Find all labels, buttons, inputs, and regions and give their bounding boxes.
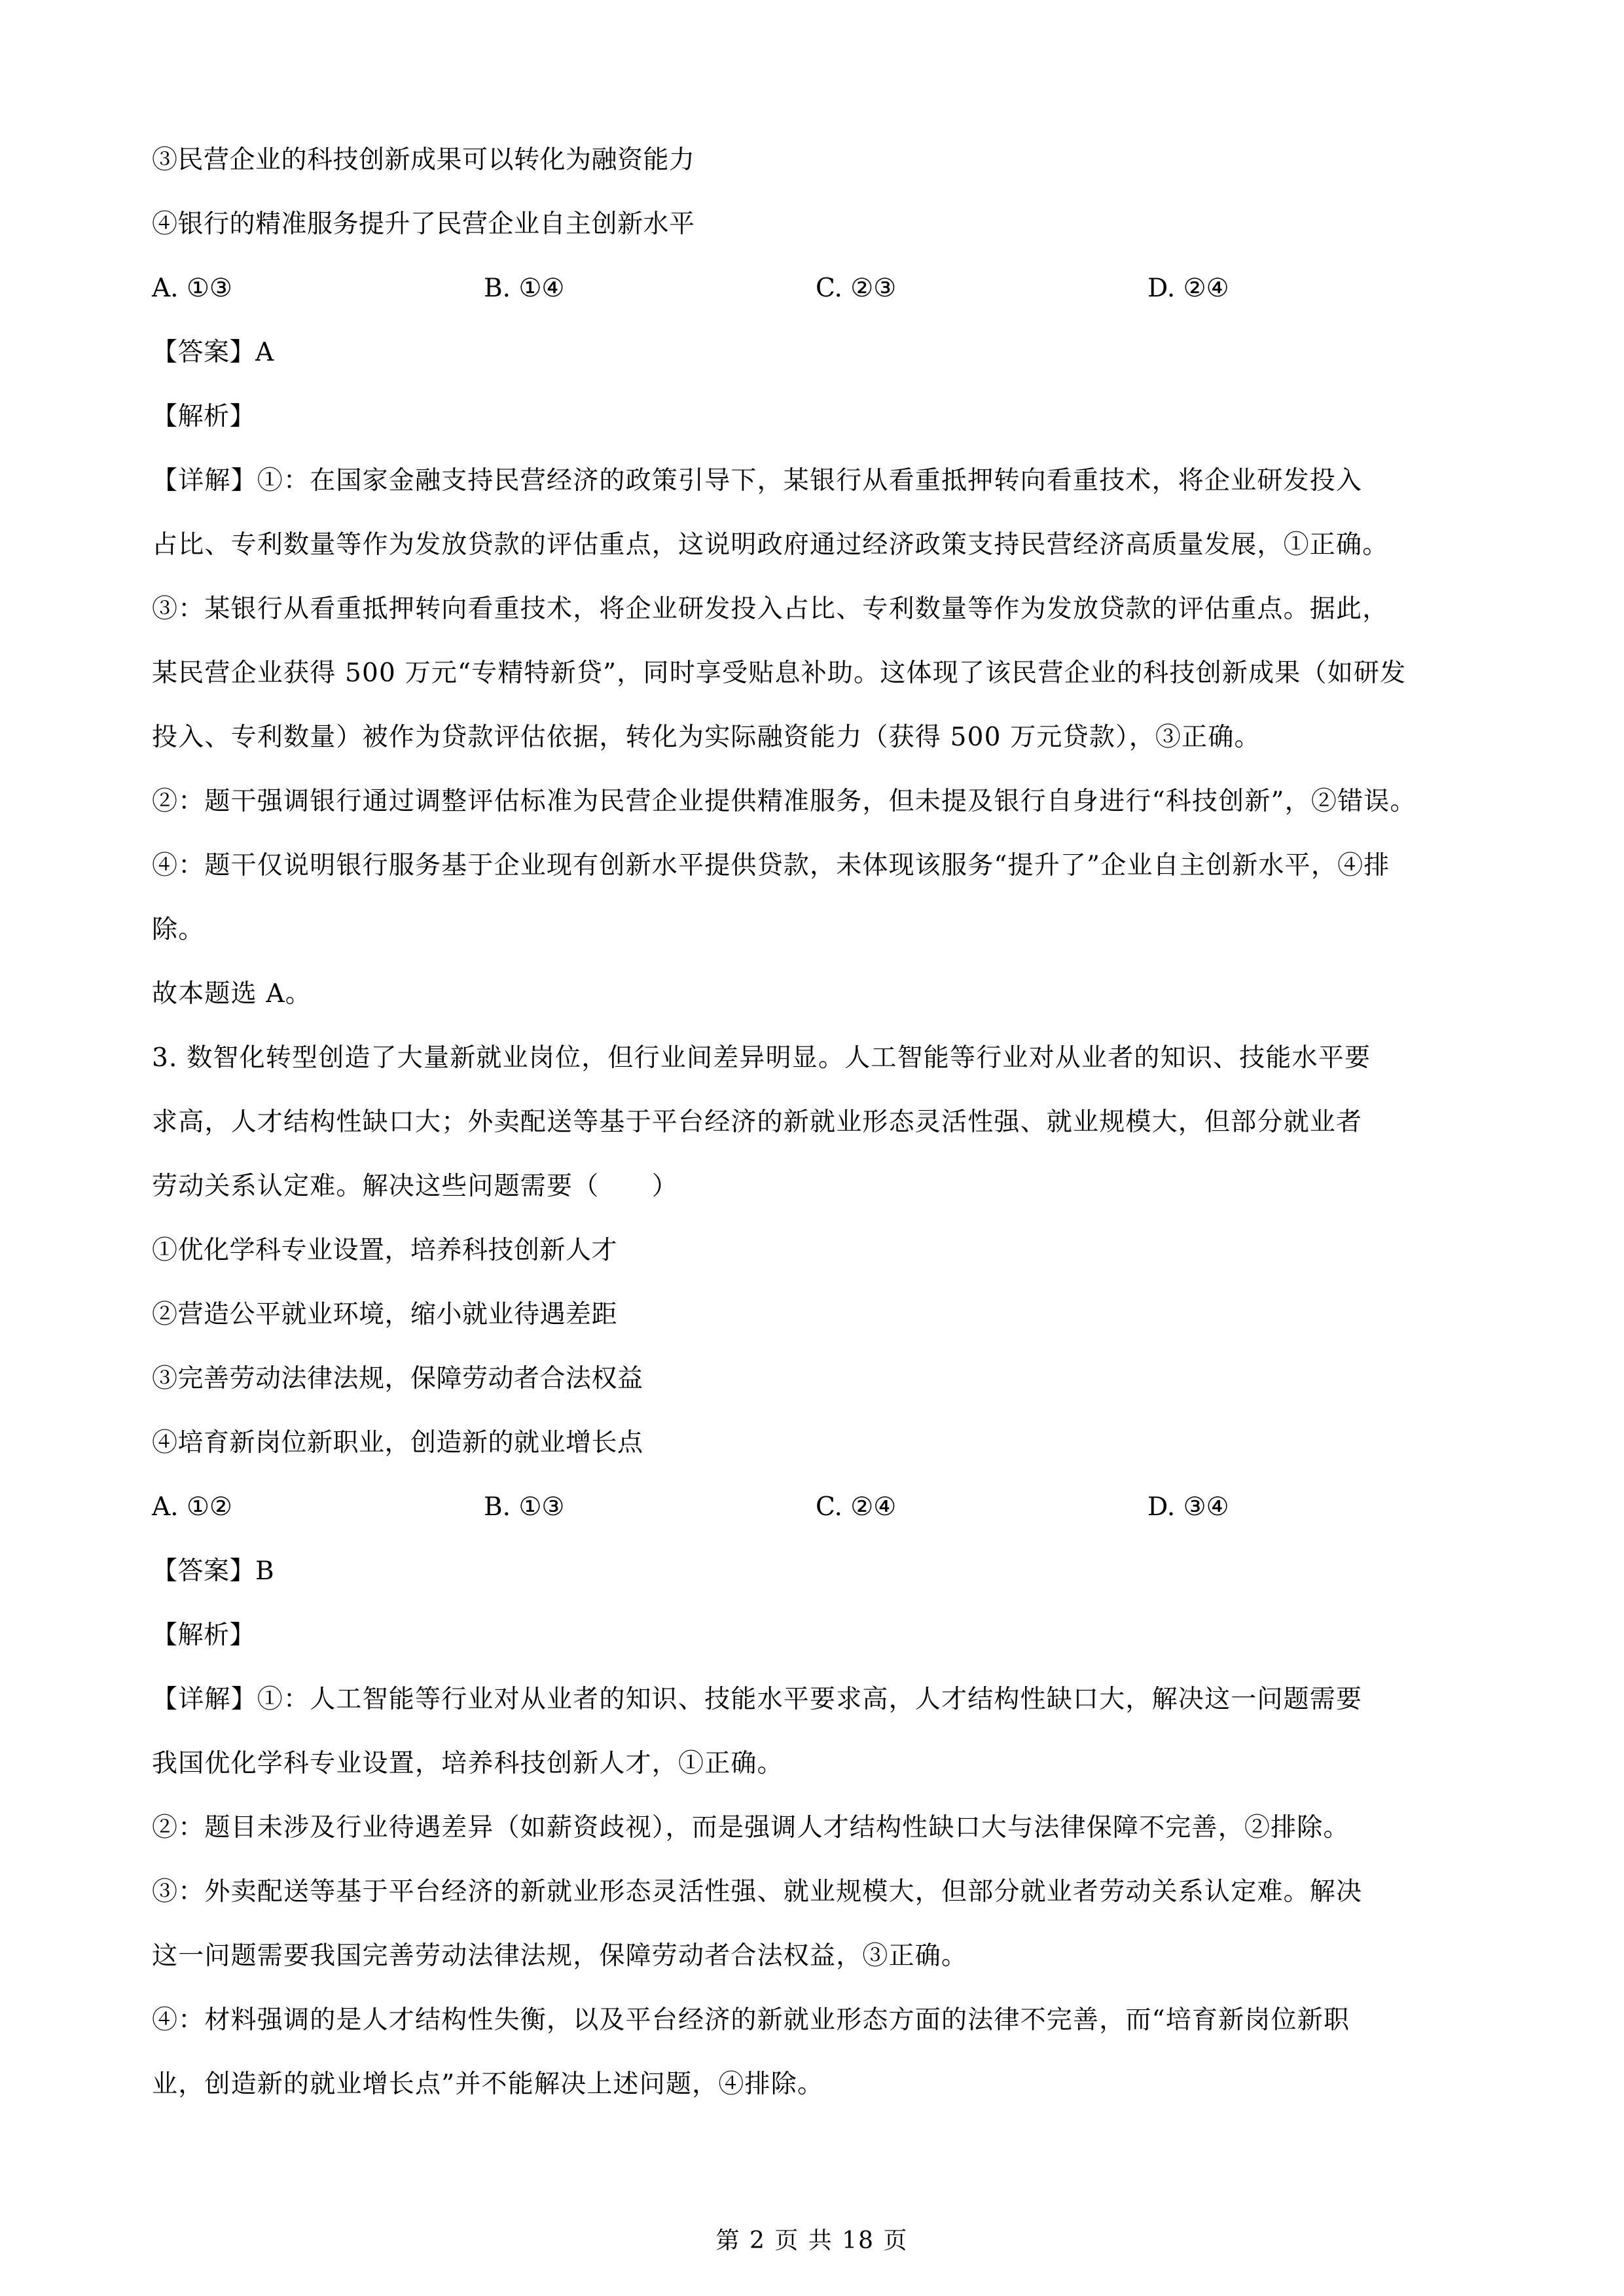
q3-detail-line: 业，创造新的就业增长点”并不能解决上述问题，④排除。 [152,2070,824,2099]
q2-detail-line: 投入、专利数量）被作为贷款评估依据，转化为实际融资能力（获得 500 万元贷款），③正确。 [152,723,1261,752]
q2-analysis-label: 【解析】 [152,402,256,431]
q2-item-4: ④银行的精准服务提升了民营企业自主创新水平 [152,209,695,239]
q3-stem-line: 3. 数智化转型创造了大量新就业岗位，但行业间差异明显。人工智能等行业对从业者的知识、技能水平要 [152,1043,1371,1073]
q2-detail-line: 某民营企业获得 500 万元“专精特新贷”，同时享受贴息补助。这体现了该民营企业的科技创新成果（如研发 [152,658,1407,688]
q3-stem-line: 求高，人才结构性缺口大；外卖配送等基于平台经济的新就业形态灵活性强、就业规模大，但部分就业者 [152,1107,1363,1137]
q3-analysis-label: 【解析】 [152,1621,256,1650]
question-3-items [152,1219,1487,1475]
q3-answer: 【答案】B [152,1556,275,1586]
q2-detail-line: 占比、专利数量等作为发放贷款的评估重点，这说明政府通过经济政策支持民营经济高质量发展，①正确。 [152,530,1389,560]
q3-option-d: D. ③④ [1147,1492,1229,1522]
question-2-items [152,128,1487,257]
q3-detail-line: ③：外卖配送等基于平台经济的新就业形态灵活性强、就业规模大，但部分就业者劳动关系认定难。解决 [152,1877,1363,1907]
q2-item-3: ③民营企业的科技创新成果可以转化为融资能力 [152,145,695,175]
q3-detail [152,1668,1487,2117]
q2-options [152,257,1487,321]
q3-option-b: B. ①③ [484,1492,565,1522]
q3-item-2: ②营造公平就业环境，缩小就业待遇差距 [152,1300,618,1329]
q2-option-a: A. ①③ [152,274,232,303]
q2-option-d: D. ②④ [1147,274,1229,303]
q2-answer: 【答案】A [152,338,274,367]
q3-stem-line: 劳动关系认定难。解决这些问题需要（ ） [152,1172,679,1201]
q3-detail-line: ②：题目未涉及行业待遇差异（如薪资歧视），而是强调人才结构性缺口大与法律保障不完善，②排除。 [152,1813,1350,1842]
q3-detail-line: 【详解】①：人工智能等行业对从业者的知识、技能水平要求高，人才结构性缺口大，解决这一问题需要 [152,1685,1363,1714]
q3-options [152,1475,1487,1539]
q2-option-b: B. ①④ [484,274,565,303]
page-content [152,128,1487,2117]
q3-detail-line: 我国优化学科专业设置，培养科技创新人才，①正确。 [152,1749,784,1778]
question-3-stem [152,1026,1487,1219]
page-footer: 第 2 页 共 18 页 [715,2227,909,2254]
q3-item-1: ①优化学科专业设置，培养科技创新人才 [152,1236,618,1265]
q2-conclusion: 故本题选 A。 [152,979,312,1009]
q2-detail-line: 除。 [152,915,205,944]
q3-option-c: C. ②④ [816,1492,897,1522]
q2-detail [152,449,1487,1026]
q3-detail-line: 这一问题需要我国完善劳动法律法规，保障劳动者合法权益，③正确。 [152,1941,968,1971]
q3-detail-line: ④：材料强调的是人才结构性失衡，以及平台经济的新就业形态方面的法律不完善，而“培育新岗位新职 [152,2005,1350,2035]
q3-item-4: ④培育新岗位新职业，创造新的就业增长点 [152,1428,643,1458]
q3-item-3: ③完善劳动法律法规，保障劳动者合法权益 [152,1364,643,1393]
q2-detail-line: ③：某银行从看重抵押转向看重技术，将企业研发投入占比、专利数量等作为发放贷款的评估重点。据此， [152,594,1389,624]
q2-detail-line: ④：题干仅说明银行服务基于企业现有创新水平提供贷款，未体现该服务“提升了”企业自主创新水平，④排 [152,851,1390,880]
q2-detail-line: 【详解】①：在国家金融支持民营经济的政策引导下，某银行从看重抵押转向看重技术，将企业研发投入 [152,466,1363,495]
q2-detail-line: ②：题干强调银行通过调整评估标准为民营企业提供精准服务，但未提及银行自身进行“科技创新”，②错误。 [152,787,1416,816]
q2-option-c: C. ②③ [816,274,897,303]
q3-option-a: A. ①② [152,1492,232,1522]
